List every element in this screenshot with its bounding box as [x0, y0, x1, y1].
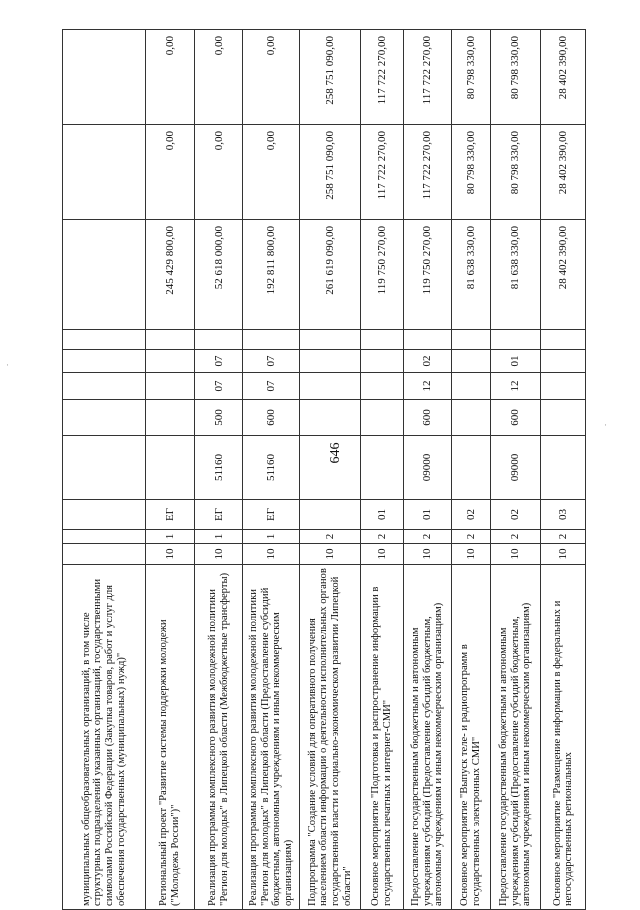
section-cell: [63, 373, 146, 400]
event-code-cell: 02: [452, 500, 491, 530]
amount-year-2-cell: 117 722 270,00: [403, 125, 452, 220]
section-cell: 12: [490, 373, 541, 400]
program-code-cell: 10: [452, 544, 491, 565]
subprogram-code-cell: 2: [300, 530, 361, 544]
table-row: [360, 30, 403, 910]
direction-code-cell: [541, 436, 586, 500]
amount-year-3-cell: 28 402 390,00: [541, 30, 586, 125]
direction-code-cell: [360, 436, 403, 500]
expense-type-cell: 600: [490, 400, 541, 436]
expense-type-cell: [541, 400, 586, 436]
blank-code-cell: [146, 330, 195, 350]
row-name-cell: муниципальных общеобразовательных организаций, в том числе структурных подразделений указанных организаций, государственными символами Российской Федерации (Закупка товаров, работ и услуг для обеспечения государственных (муниципальных) нужд)": [63, 565, 146, 910]
amount-year-2-cell: 80 798 330,00: [490, 125, 541, 220]
blank-code-cell: [243, 330, 300, 350]
amount-year-3-cell: 0,00: [146, 30, 195, 125]
program-code-cell: [63, 544, 146, 565]
blank-code-cell: [403, 330, 452, 350]
scan-artifact: ·: [6, 360, 9, 370]
amount-year-2-cell: 0,00: [243, 125, 300, 220]
amount-year-2-cell: 28 402 390,00: [541, 125, 586, 220]
subsection-cell: 02: [403, 350, 452, 373]
row-name-cell: Основное мероприятие "Подготовка и распространение информации в государственных печатных и интернет-СМИ": [360, 565, 403, 910]
amount-year-3-cell: 80 798 330,00: [490, 30, 541, 125]
table-row: [194, 30, 243, 910]
program-code-cell: 10: [360, 544, 403, 565]
table-row: [452, 30, 491, 910]
amount-year-1-cell: 28 402 390,00: [541, 220, 586, 330]
row-name-cell: Подпрограмма "Создание условий для оперативного получения населением области информации о деятельности исполнительных органов государственной власти и социально-экономическом развитии Липецкой области": [300, 565, 361, 910]
subprogram-code-cell: 2: [360, 530, 403, 544]
amount-year-3-cell: 0,00: [243, 30, 300, 125]
row-name-cell: Основное мероприятие "Размещение информации в федеральных и негосударственных региональных: [541, 565, 586, 910]
direction-code-cell: 51160: [243, 436, 300, 500]
table-row: [63, 30, 146, 910]
direction-code-cell: [63, 436, 146, 500]
subsection-cell: 07: [194, 350, 243, 373]
expense-type-cell: [360, 400, 403, 436]
expense-type-cell: 600: [403, 400, 452, 436]
program-code-cell: 10: [300, 544, 361, 565]
expense-type-cell: [146, 400, 195, 436]
subprogram-code-cell: 1: [243, 530, 300, 544]
table-row: [403, 30, 452, 910]
amount-year-2-cell: 117 722 270,00: [360, 125, 403, 220]
blank-code-cell: [452, 330, 491, 350]
direction-code-cell: [146, 436, 195, 500]
amount-year-1-cell: 81 638 330,00: [452, 220, 491, 330]
row-name-cell: Реализация программы комплексного развития молодежной политики "Регион для молодых" в Липецкой области (Предоставление субсидий бюджетным, автономным учреждениям и иным некоммерческим организациям): [243, 565, 300, 910]
subsection-cell: [360, 350, 403, 373]
subsection-cell: [541, 350, 586, 373]
direction-code-cell: [452, 436, 491, 500]
blank-code-cell: [360, 330, 403, 350]
amount-year-2-cell: 0,00: [194, 125, 243, 220]
expense-type-cell: [452, 400, 491, 436]
rotated-budget-table-page: [62, 30, 586, 910]
blank-code-cell: [194, 330, 243, 350]
blank-code-cell: [300, 330, 361, 350]
subsection-cell: 07: [243, 350, 300, 373]
row-name-cell: Предоставление государственным бюджетным и автономным учреждениям субсидий (Предоставление субсидий бюджетным, автономным учреждениям и иным некоммерческим организациям): [490, 565, 541, 910]
subsection-cell: 01: [490, 350, 541, 373]
expense-type-cell: [300, 400, 361, 436]
program-code-cell: 10: [541, 544, 586, 565]
section-cell: [300, 373, 361, 400]
program-code-cell: 10: [403, 544, 452, 565]
table-body: [63, 30, 586, 910]
event-code-cell: [300, 500, 361, 530]
event-code-cell: ЕГ: [146, 500, 195, 530]
amount-year-1-cell: 119 750 270,00: [360, 220, 403, 330]
direction-code-cell: 51160: [194, 436, 243, 500]
subprogram-code-cell: 2: [541, 530, 586, 544]
subprogram-code-cell: [63, 530, 146, 544]
table-row: [146, 30, 195, 910]
event-code-cell: ЕГ: [243, 500, 300, 530]
direction-code-cell: 09000: [490, 436, 541, 500]
blank-code-cell: [63, 330, 146, 350]
section-cell: 07: [243, 373, 300, 400]
amount-year-1-cell: 245 429 800,00: [146, 220, 195, 330]
table-row: [300, 30, 361, 910]
subprogram-code-cell: 2: [403, 530, 452, 544]
program-code-cell: 10: [146, 544, 195, 565]
event-code-cell: 03: [541, 500, 586, 530]
expense-type-cell: 600: [243, 400, 300, 436]
program-code-cell: 10: [194, 544, 243, 565]
amount-year-3-cell: 117 722 270,00: [360, 30, 403, 125]
program-code-cell: 10: [243, 544, 300, 565]
amount-year-1-cell: 192 811 800,00: [243, 220, 300, 330]
subprogram-code-cell: 1: [194, 530, 243, 544]
event-code-cell: [63, 500, 146, 530]
direction-code-cell: [300, 436, 361, 500]
section-cell: [541, 373, 586, 400]
amount-year-3-cell: [63, 30, 146, 125]
section-cell: [452, 373, 491, 400]
event-code-cell: 02: [490, 500, 541, 530]
table-row: [541, 30, 586, 910]
section-cell: [360, 373, 403, 400]
row-name-cell: Реализация программы комплексного развития молодежной политики "Регион для молодых" в Липецкой области (Межбюджетные трансферты): [194, 565, 243, 910]
budget-table: [62, 29, 586, 910]
expense-type-cell: 500: [194, 400, 243, 436]
event-code-cell: ЕГ: [194, 500, 243, 530]
amount-year-1-cell: 81 638 330,00: [490, 220, 541, 330]
subsection-cell: [146, 350, 195, 373]
direction-code-cell: 09000: [403, 436, 452, 500]
subsection-cell: [452, 350, 491, 373]
row-name-cell: Основное мероприятие "Выпуск теле- и радиопрограмм в государственных электронных СМИ": [452, 565, 491, 910]
expense-type-cell: [63, 400, 146, 436]
subprogram-code-cell: 2: [490, 530, 541, 544]
section-cell: [146, 373, 195, 400]
subsection-cell: [300, 350, 361, 373]
amount-year-3-cell: 117 722 270,00: [403, 30, 452, 125]
amount-year-2-cell: 258 751 090,00: [300, 125, 361, 220]
subsection-cell: [63, 350, 146, 373]
amount-year-3-cell: 80 798 330,00: [452, 30, 491, 125]
subprogram-code-cell: 2: [452, 530, 491, 544]
blank-code-cell: [541, 330, 586, 350]
amount-year-1-cell: [63, 220, 146, 330]
amount-year-2-cell: [63, 125, 146, 220]
section-cell: 12: [403, 373, 452, 400]
table-row: [243, 30, 300, 910]
amount-year-3-cell: 258 751 090,00: [300, 30, 361, 125]
subprogram-code-cell: 1: [146, 530, 195, 544]
scan-artifact: ·: [604, 420, 607, 430]
table-row: [490, 30, 541, 910]
section-cell: 07: [194, 373, 243, 400]
page-number: 646: [328, 442, 343, 464]
amount-year-3-cell: 0,00: [194, 30, 243, 125]
amount-year-1-cell: 119 750 270,00: [403, 220, 452, 330]
blank-code-cell: [490, 330, 541, 350]
amount-year-2-cell: 0,00: [146, 125, 195, 220]
amount-year-1-cell: 261 619 090,00: [300, 220, 361, 330]
amount-year-1-cell: 52 618 000,00: [194, 220, 243, 330]
row-name-cell: Региональный проект "Развитие системы поддержки молодежи ("Молодежь России")": [146, 565, 195, 910]
event-code-cell: 01: [403, 500, 452, 530]
amount-year-2-cell: 80 798 330,00: [452, 125, 491, 220]
program-code-cell: 10: [490, 544, 541, 565]
row-name-cell: Предоставление государственным бюджетным и автономным учреждениям субсидий (Предоставление субсидий бюджетным, автономным учреждениям и иным некоммерческим организациям): [403, 565, 452, 910]
event-code-cell: 01: [360, 500, 403, 530]
